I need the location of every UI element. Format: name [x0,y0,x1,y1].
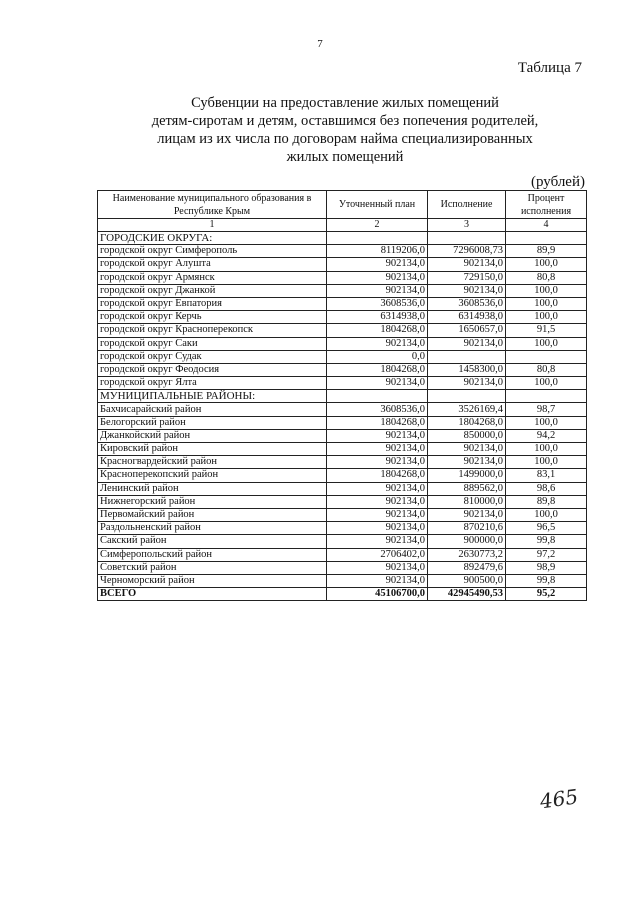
municipality-name: городской округ Ялта [98,377,327,390]
municipality-name: городской округ Евпатория [98,297,327,310]
table-row [98,297,587,310]
municipality-name: городской округ Керчь [98,311,327,324]
table-row [98,522,587,535]
column-numbers-row [98,219,587,232]
execution-value: 850000,0 [428,429,506,442]
municipality-name: Белогорский район [98,416,327,429]
percent-value: 100,0 [506,416,587,429]
percent-value: 100,0 [506,456,587,469]
plan-value: 0,0 [327,350,428,363]
empty-cell [428,232,506,245]
execution-value: 900000,0 [428,535,506,548]
percent-value: 100,0 [506,297,587,310]
percent-value: 100,0 [506,443,587,456]
execution-value: 1804268,0 [428,416,506,429]
table-row [98,245,587,258]
execution-value: 3526169,4 [428,403,506,416]
title-line: жилых помещений [286,149,404,165]
plan-value: 3608536,0 [327,297,428,310]
municipality-name: городской округ Армянск [98,271,327,284]
municipality-name: Симферопольский район [98,548,327,561]
execution-value: 1499000,0 [428,469,506,482]
plan-value: 2706402,0 [327,548,428,561]
total-label: ВСЕГО [98,588,327,601]
table-row [98,508,587,521]
plan-value: 1804268,0 [327,469,428,482]
municipality-name: Раздольненский район [98,522,327,535]
execution-value: 902134,0 [428,258,506,271]
table-row [98,535,587,548]
percent-value: 100,0 [506,258,587,271]
municipality-name: Сакский район [98,535,327,548]
execution-value: 729150,0 [428,271,506,284]
municipality-name: Советский район [98,561,327,574]
table-row [98,284,587,297]
percent-value: 100,0 [506,337,587,350]
percent-value: 100,0 [506,508,587,521]
total-execution: 42945490,53 [428,588,506,601]
municipality-name: Ленинский район [98,482,327,495]
percent-value: 99,8 [506,535,587,548]
percent-value: 94,2 [506,429,587,442]
execution-value: 3608536,0 [428,297,506,310]
execution-value: 902134,0 [428,337,506,350]
header-exec: Исполнение [428,191,506,219]
municipality-name: городской округ Саки [98,337,327,350]
execution-value: 902134,0 [428,456,506,469]
section-header-row [98,232,587,245]
page-number: 7 [317,38,323,50]
table-label: Таблица 7 [517,60,582,76]
plan-value: 902134,0 [327,522,428,535]
section-title: ГОРОДСКИЕ ОКРУГА: [98,232,327,245]
municipality-name: городской округ Джанкой [98,284,327,297]
section-title: МУНИЦИПАЛЬНЫЕ РАЙОНЫ: [98,390,327,403]
column-number: 2 [327,219,428,232]
execution-value: 892479,6 [428,561,506,574]
plan-value: 902134,0 [327,337,428,350]
table-row [98,443,587,456]
percent-value: 97,2 [506,548,587,561]
table-row [98,350,587,363]
plan-value: 902134,0 [327,574,428,587]
percent-value: 100,0 [506,284,587,297]
table-row [98,548,587,561]
column-number: 3 [428,219,506,232]
empty-cell [327,390,428,403]
table-row [98,574,587,587]
total-row [98,588,587,601]
table-row [98,324,587,337]
municipality-name: городской округ Алушта [98,258,327,271]
execution-value: 1650657,0 [428,324,506,337]
handwritten-note [538,780,588,820]
title-line: детям-сиротам и детям, оставшимся без попечения родителей, [151,113,539,129]
subventions-table [97,190,587,601]
plan-value: 8119206,0 [327,245,428,258]
plan-value: 902134,0 [327,456,428,469]
municipality-name: Джанкойский район [98,429,327,442]
table-row [98,271,587,284]
percent-value: 80,8 [506,271,587,284]
table-row [98,258,587,271]
total-plan: 45106700,0 [327,588,428,601]
percent-value: 91,5 [506,324,587,337]
header-pct: Процент исполнения [506,191,587,219]
header-name: Наименование муниципального образования в Республике Крым [98,191,327,219]
table-row [98,311,587,324]
plan-value: 1804268,0 [327,363,428,376]
execution-value: 902134,0 [428,508,506,521]
header-row [98,191,587,219]
plan-value: 902134,0 [327,443,428,456]
plan-value: 902134,0 [327,284,428,297]
percent-value [506,350,587,363]
municipality-name: городской округ Симферополь [98,245,327,258]
percent-value: 100,0 [506,377,587,390]
document-title [140,94,550,166]
municipality-name: Первомайский район [98,508,327,521]
municipality-name: Бахчисарайский район [98,403,327,416]
execution-value: 6314938,0 [428,311,506,324]
percent-value: 96,5 [506,522,587,535]
execution-value: 902134,0 [428,443,506,456]
plan-value: 902134,0 [327,561,428,574]
execution-value: 900500,0 [428,574,506,587]
empty-cell [327,232,428,245]
plan-value: 6314938,0 [327,311,428,324]
execution-value: 1458300,0 [428,363,506,376]
table-row [98,456,587,469]
execution-value: 810000,0 [428,495,506,508]
percent-value: 100,0 [506,311,587,324]
total-percent: 95,2 [506,588,587,601]
empty-cell [506,232,587,245]
plan-value: 1804268,0 [327,324,428,337]
table-row [98,403,587,416]
percent-value: 83,1 [506,469,587,482]
column-number: 1 [98,219,327,232]
section-header-row [98,390,587,403]
execution-value: 2630773,2 [428,548,506,561]
plan-value: 902134,0 [327,271,428,284]
table-row [98,337,587,350]
table-row [98,416,587,429]
percent-value: 98,9 [506,561,587,574]
plan-value: 1804268,0 [327,416,428,429]
percent-value: 99,8 [506,574,587,587]
execution-value: 7296008,73 [428,245,506,258]
municipality-name: Черноморский район [98,574,327,587]
municipality-name: городской округ Судак [98,350,327,363]
table-row [98,495,587,508]
table-row [98,482,587,495]
header-plan: Уточненный план [327,191,428,219]
percent-value: 89,9 [506,245,587,258]
handwritten-number: 465 [538,784,580,814]
execution-value: 889562,0 [428,482,506,495]
column-number: 4 [506,219,587,232]
percent-value: 98,7 [506,403,587,416]
plan-value: 902134,0 [327,495,428,508]
execution-value: 870210,6 [428,522,506,535]
table-row [98,469,587,482]
title-line: Субвенции на предоставление жилых помещений [191,95,499,111]
municipality-name: Нижнегорский район [98,495,327,508]
plan-value: 902134,0 [327,377,428,390]
municipality-name: городской округ Феодосия [98,363,327,376]
table-row [98,561,587,574]
plan-value: 3608536,0 [327,403,428,416]
execution-value: 902134,0 [428,284,506,297]
plan-value: 902134,0 [327,535,428,548]
plan-value: 902134,0 [327,258,428,271]
empty-cell [428,390,506,403]
units-label: (рублей) [530,174,585,190]
percent-value: 89,8 [506,495,587,508]
table-row [98,429,587,442]
plan-value: 902134,0 [327,429,428,442]
table-body [98,232,587,601]
municipality-name: Красноперекопский район [98,469,327,482]
table-row [98,377,587,390]
plan-value: 902134,0 [327,508,428,521]
municipality-name: Кировский район [98,443,327,456]
plan-value: 902134,0 [327,482,428,495]
municipality-name: городской округ Красноперекопск [98,324,327,337]
percent-value: 80,8 [506,363,587,376]
municipality-name: Красногвардейский район [98,456,327,469]
execution-value [428,350,506,363]
title-line: лицам из их числа по договорам найма специализированных [157,131,533,147]
table-row [98,363,587,376]
execution-value: 902134,0 [428,377,506,390]
empty-cell [506,390,587,403]
percent-value: 98,6 [506,482,587,495]
